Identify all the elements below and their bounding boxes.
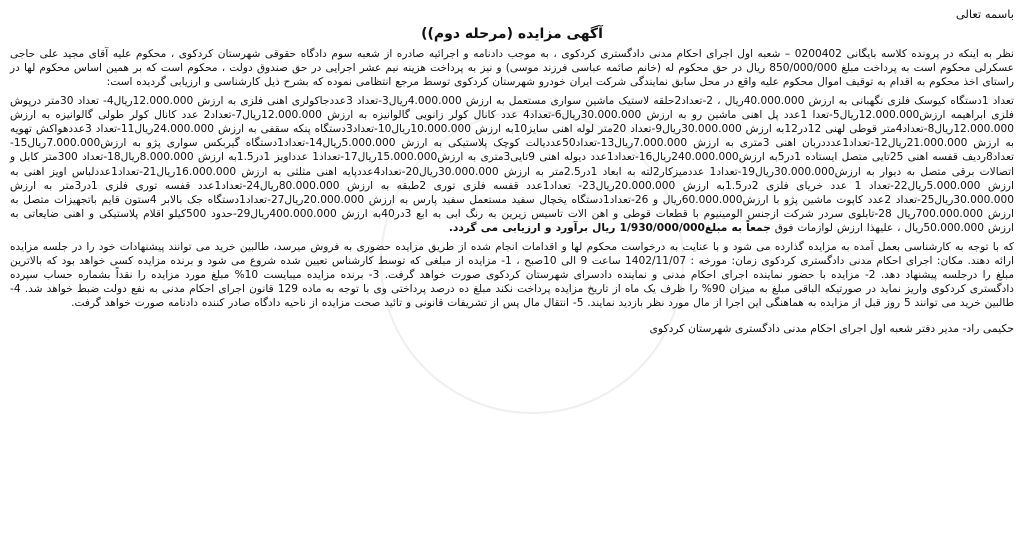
terms-paragraph: که با توجه به کارشناسی بعمل آمده به مزایده گذارده می شود و با عنایت به درخواست محکوم لها و اقدامات انجام شده از طریق مزایده حضوری به فروش میرسد، طالبین خرید می توانند پیشنهادات خود را در جلسه مزایده ارائه دهند. مکان: اجرای احکام مدنی دادگستری کردکوی زمان: مورخه : 1402/11/07 ساعت 9 الی 10صبح ، 1- مزایده از مبلغی که توسط کارشناس تعیین شده شروع می شود و برنده مزایده کسی خواهد بود که بالاترین مبلغ را درجلسه پیشنهاد دهد. 2- مزایده با حضور نماینده اجرای احکام مدنی و نماینده دادسرای شهرستان کردکوی صورت خواهد گرفت. 3- برنده مزایده میبایست 10% مبلغ مورد مزایده را نقداً بشماره حساب سپرده دادگستری کردکوی واریز نماید در صورتیکه الباقی مبلغ به میزان 90% را ظرف یک ماه از تاریخ مزایده پرداخت نکند مبلغ ده درصد پرداختی وی با توجه به ماده 129 قانون اجرای احکام مدنی به نفع دولت ضبط خواهد شد. 4- طالبین خرید می توانند 5 روز قبل از مزایده به هماهنگی این اجرا از مال مورد نظر بازدید نمایند. 5- انتقال مال پس از تشریفات قانونی و تائید صحت مزایده از ناحیه دادگاه صادر کننده دادنامه صورت خواهد گرفت.: [10, 240, 1015, 310]
signature-line: حکیمی راد- مدیر دفتر شعبه اول اجرای احکام مدنی دادگستری شهرستان کردکوی: [649, 321, 1014, 335]
intro-paragraph: نظر به اینکه در پرونده کلاسه بایگانی 0200402 – شعبه اول اجرای احکام مدنی دادگستری کردکوی ، به موجب دادنامه و اجرائیه صادره از شعبه سوم دادگاه حقوقی شهرستان کردکوی ، محکوم علیه آقای مجید علی حاجی عسکرلی محکوم است به پرداخت مبلغ 850/000/000 ریال در حق محکوم له (خانم صائمه عباسی فرزند موسی) و نیز به پرداخت هزینه نیم عشر اجرایی در حق صندوق دولت ، محکوم است که بر همین اساس محکوم لها در راستای اخذ محکوم به اقدام به توقیف اموال محکوم علیه واقع در محل سابق نمایندگی شرکت ایران خودرو شهرستان کردکوی توسط مرجع انتظامی نموده که بشرح ذیل کارشناسی و ارزیابی گردیده است:: [10, 48, 1014, 89]
items-list-text: تعداد 1دستگاه کیوسک فلزی نگهبانی به ارزش 40.000.000ریال ، 2-تعداد2حلقه لاستیک ماشین سواری مستعمل به ارزش 4.000.000ریال3-تعداد 3عددجاکولری اهنی فلزی به ارزش 12.000.000ریال4- تعداد 30متر درپوش فلزی ابراهیمه ارزش12.000.000ریال5-تعدا 1عدد پل اهنی ماشین رو به ارزش 30.000.000ریال6-تعداد4 عدد کانال کولر زانویی گالوانیزه به ارزش 12.000.000ریال7-تعداد2 عدد کانال کولر طولی گالوانیزه به ارزش 12.000.000ریال8-تعداد4متر قوطی لهنی 12در12به ارزش 30.000.000ریال9-تعداد 20متر لوله اهنی سایز10به ارزش 10.000.000ریال10-تعداد3دستگاه پنکه سقفی به ارزش 24.000.000ریال11-تعداد 3عددهواکش تهویه به ارزش 21.000.000ریال12-تعداد1عدددربان اهنی 3متری به ارزش 7.000.000ریال13-تعداد50عددیالت کوچک پلاستیکی به ارزش 5.000.000ریال14-تعداد1دستگاه گیربکس سواری پژو به ارزش7.000.000ریال15-تعداد8ردیف قفسه اهنی 25تایی متصل ایستاده 1در5به ارزش240.000.000ریال16-تعداد1عدد دیوله اهنی 9تایی3متری به ارزش15.000.000ریال17-تعداد1 عدداویز 1در1.5به ارزش 8.000.000ریال18-تعداد 300متر کابل و اتصالات برقی متصل به دیوار به ارزش30.000.000ریال19-تعداد1 عددمیزکار2لته به ابعاد 1در2.5متر به ارزش 30.000.000ریال20-تعداد4عددپایه اهنی مثلثی به ارزش 16.000.000ریال21-تعداد1عددلباس اویز اهنی به ارزش 5.000.000ریال22-تعداد 1 عدد خریای فلزی 2در1.5به ارزش 20.000.000ریال23- تعداد1عدد قفسه فلزی توری 2طبقه به ارزش 80.000.000ریال24-تعداد1عدد قفسه توری فلزی 1در3متر به ارزش 30.000.000ریال25-تعداد 2عدد کاپوت ماشین پژو با ارزش60.000.000ریال و 26-تعداد1دستگاه یخچال سفید مستعمل سفید پارس به ارزش 20.000.000ریال27-تعداد1دستگاه جک بالابر 4ستون قایم باتجهیزات متصل به ارزش 700.000.000ریال 28-تابلوی سردر شرکت ازجنس الومینیوم با قطعات قوطی و اهن الات تاسیس زیرین به رنگ ابی به ابع 3در40به ارزش 400.000.000ریال29-حدود 500کیلو اقلام پلاستیکی و اهنی ضایعاتی به ارزش 50.000.000ریال ، علیهذا ارزش لوازمات فوق: [10, 94, 1015, 235]
items-total: جمعاً به مبلغ1/930/000/000 ریال برآورد و ارزیابی می گردد.: [448, 222, 771, 235]
opening-phrase: باسمه تعالی: [955, 7, 1014, 21]
notice-title: آگهی مزایده (مرحله دوم)): [421, 26, 603, 42]
items-paragraph: [10, 94, 1014, 236]
